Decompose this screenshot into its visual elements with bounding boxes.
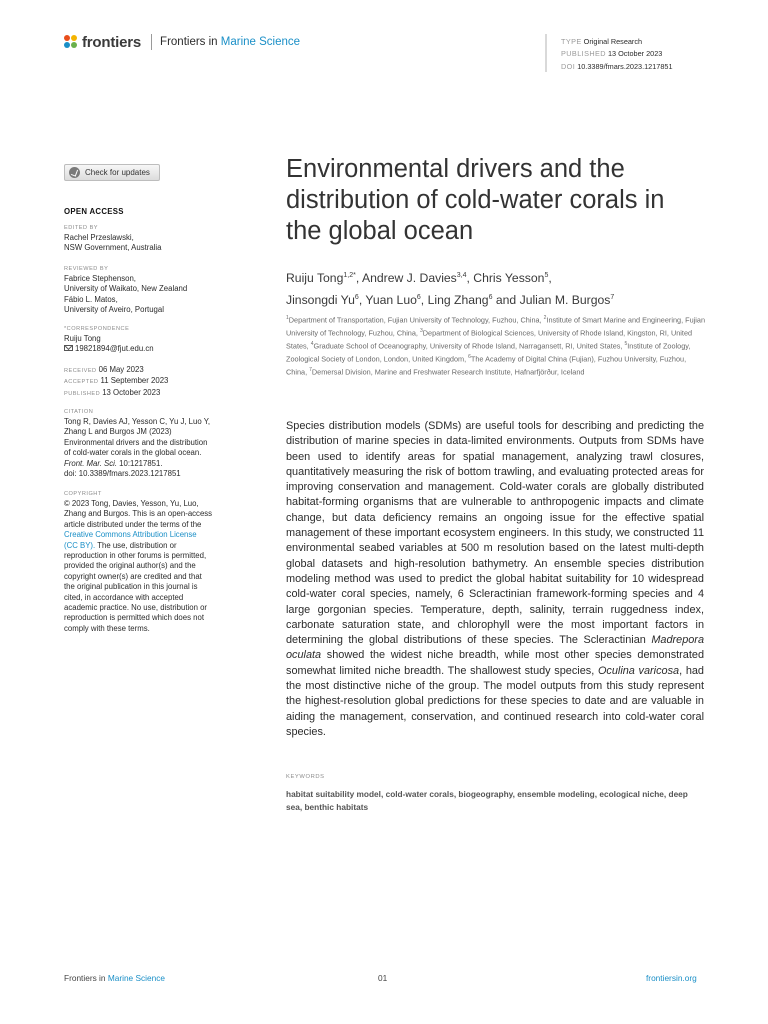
affiliation: Department of Biological Sciences, University of Rhode Island, Kingston, RI, United States,: [286, 328, 693, 351]
author-sup: 6: [416, 294, 421, 302]
copyright-line: article distributed under the terms of the: [64, 519, 202, 529]
open-access-label: OPEN ACCESS: [64, 207, 124, 216]
author-sep: ,: [420, 293, 428, 308]
species-name: Madrepora oculata: [286, 634, 704, 662]
reviewer-name: Fábio L. Matos,: [64, 294, 118, 304]
copyright-line: copyright owner(s) are credited and that: [64, 571, 202, 581]
copyright-line: provided the original author(s) and the: [64, 561, 196, 571]
author-name: Jinsongdi Yu: [286, 293, 355, 308]
affil-sup: 7: [309, 367, 312, 374]
author[interactable]: [286, 293, 359, 307]
species-name: Oculina varicosa: [597, 664, 680, 677]
journal-prefix: Frontiers in: [160, 36, 221, 48]
journal-title-accent: Marine Science: [220, 36, 301, 48]
copyright-line: cited, in accordance with accepted: [64, 592, 184, 602]
author[interactable]: [362, 271, 467, 285]
reviewed-by-block: [64, 265, 244, 316]
author-sup: 1,2*: [343, 272, 356, 279]
check-icon: [69, 167, 80, 178]
copyright-line: Zhang and Burgos. This is an open-access: [64, 509, 213, 519]
reviewed-by-label: REVIEWED BY: [64, 266, 109, 272]
published-value: 13 October 2023: [607, 49, 663, 59]
abstract-text: Species distribution models (SDMs) are useful tools for describing and predicting the distribution of marine species in data-limited environments. Outputs from SDMs have been used to identify areas for spatial management, analyzing trawl closures, quantitatively measuring the risk of bottom trawling, and evaluating protected areas for improving conservation and management. Cold-water corals are globally distributed habitat-forming organisms that are vulnerable to anthropogenic impacts and climate change, but data deficiency remains an ongoing issue for the effective spatial management of these important ecosystem engineers. In this study, we constructed 11 environmental seabed variables at 500 m resolution based on the latest multi-depth global datasets and high-resolution bathymetry. An ensemble species distribution modeling method was used to predict the global habitat suitability for 10 widespread cold-water coral species, namely, 6 Scleractinian framework-forming species and 4 large gorgonian species. Temperature, depth, salinity, terrain ruggedness index, carbonate saturation state, and chlorophyll were the most important factors in determining the global distributions of these species. The Scleractinian: [286, 420, 704, 647]
affiliation: Institute of Zoology, Zoological Society of London, London, United Kingdom,: [286, 341, 691, 364]
mail-icon: [64, 345, 73, 351]
author-sup: 6: [488, 294, 493, 302]
check-for-updates-button[interactable]: [64, 164, 160, 181]
footer-journal-accent: Marine Science: [107, 973, 165, 983]
affiliation: Demersal Division, Marine and Freshwater Research Institute, Hafnarfjörður, Iceland: [311, 367, 585, 377]
citation-doi[interactable]: doi: 10.3389/fmars.2023.1217851: [64, 469, 181, 479]
citation-block: [64, 408, 244, 479]
author-name: Julian M. Burgos: [519, 293, 611, 308]
affil-sup: 6: [468, 354, 471, 361]
author-sup: 3,4: [456, 272, 467, 279]
copyright-line: reproduction is permitted which does not: [64, 613, 204, 623]
author[interactable]: [428, 293, 493, 307]
copyright-line: the original publication in this journal is: [64, 582, 198, 592]
article-title: Environmental drivers and the distribution of cold-water corals in the global ocean: [286, 155, 665, 245]
type-label: TYPE: [561, 37, 582, 46]
citation-line: Zhang L and Burgos JM (2023): [64, 427, 172, 437]
citation-line: Tong R, Davies AJ, Yesson C, Yu J, Luo Y,: [64, 417, 211, 426]
author-sup: 7: [610, 294, 615, 302]
received-label: RECEIVED: [64, 368, 97, 374]
abstract-text: showed the widest niche breadth, while most other species demonstrated somewhat limited niche breadth. The shallowest study species,: [286, 649, 704, 677]
correspondence-label: *CORRESPONDENCE: [64, 326, 130, 332]
affil-sup: 5: [624, 341, 628, 348]
journal-name[interactable]: [160, 36, 300, 48]
published-label: PUBLISHED: [64, 390, 101, 397]
author-sup: 6: [354, 294, 359, 302]
reviewer-name: Fabrice Stephenson,: [64, 274, 136, 283]
doi-label: DOI: [561, 61, 576, 71]
citation-journal: Front. Mar. Sci.: [64, 458, 117, 468]
license-link[interactable]: Creative Commons Attribution License: [64, 530, 197, 540]
edited-by-block: [64, 224, 244, 254]
affiliations: [286, 313, 708, 378]
copyright-line: comply with these terms.: [64, 623, 150, 633]
author-sep: ,: [355, 271, 362, 286]
reviewer-affiliation: University of Aveiro, Portugal: [64, 305, 164, 315]
author-list: [286, 266, 706, 310]
copyright-block: [64, 490, 244, 634]
accepted-value: 11 September 2023: [100, 376, 169, 386]
published-label: PUBLISHED: [561, 49, 606, 59]
keywords-label: KEYWORDS: [286, 774, 325, 780]
author-name: Yuan Luo: [365, 293, 417, 308]
citation-line: of cold-water corals in the global ocean.: [64, 448, 202, 458]
affiliation: The Academy of Digital China (Fujian), Fuzhou University, Fuzhou, China,: [286, 354, 687, 377]
affil-sup: 4: [310, 341, 314, 348]
author[interactable]: [365, 293, 420, 307]
author-name: Ling Zhang: [427, 293, 489, 308]
type-value: Original Research: [583, 37, 643, 46]
affiliation: Department of Transportation, Fujian University of Technology, Fuzhou, China,: [288, 315, 544, 325]
correspondence-block: [64, 325, 244, 355]
dates-block: [64, 365, 244, 399]
affiliation: Institute of Smart Marine and Engineering, Fujian University of Technology, Fuzhou, China,: [286, 315, 706, 338]
author[interactable]: [520, 293, 615, 307]
license-link-cc-by[interactable]: (CC BY).: [64, 540, 96, 550]
logo-wordmark: frontiers: [82, 33, 142, 51]
footer-journal-prefix: Frontiers in: [64, 973, 108, 983]
author-name: Chris Yesson: [473, 271, 545, 286]
editor-affiliation: NSW Government, Australia: [64, 243, 162, 253]
copyright-line: © 2023 Tong, Davies, Yesson, Yu, Luo,: [64, 499, 199, 508]
check-updates-label: Check for updates: [85, 168, 150, 177]
author-sep: and: [492, 293, 520, 308]
author[interactable]: [286, 271, 356, 285]
article-meta: [561, 36, 673, 73]
editor-name: Rachel Przeslawski,: [64, 233, 134, 242]
citation-volume: 10:1217851.: [117, 458, 163, 468]
correspondence-name: Ruiju Tong: [64, 334, 101, 343]
author[interactable]: [473, 271, 548, 285]
author-sup: 5: [544, 272, 549, 279]
page-number: 01: [378, 973, 388, 983]
correspondence-email[interactable]: 19821894@fjut.edu.cn: [75, 344, 154, 354]
citation-label: CITATION: [64, 409, 94, 415]
abstract: [286, 419, 704, 740]
affiliation: Graduate School of Oceanography, University of Rhode Island, Narragansett, RI, United States,: [313, 341, 625, 351]
edited-by-label: EDITED BY: [64, 225, 99, 231]
footer-journal[interactable]: [64, 973, 165, 983]
author-name: Ruiju Tong: [286, 271, 344, 286]
author-sep: ,: [358, 293, 366, 308]
author-name: Andrew J. Davies: [361, 271, 457, 286]
meta-divider: [545, 34, 547, 72]
affil-sup: 1: [286, 315, 289, 321]
copyright-label: COPYRIGHT: [64, 491, 102, 497]
frontiers-logo-icon: [64, 35, 78, 49]
copyright-line: reproduction in other forums is permitted,: [64, 551, 207, 561]
footer-site-link[interactable]: frontiersin.org: [646, 973, 697, 983]
author-sep: ,: [548, 271, 552, 286]
accepted-label: ACCEPTED: [64, 379, 99, 386]
affil-sup: 2: [543, 315, 547, 321]
author-sep: ,: [466, 271, 474, 286]
doi-link[interactable]: 10.3389/fmars.2023.1217851: [577, 61, 673, 71]
copyright-line: The use, distribution or: [95, 540, 177, 550]
citation-line: Environmental drivers and the distribution: [64, 437, 208, 447]
frontiers-logo[interactable]: [64, 33, 300, 51]
received-value: 06 May 2023: [98, 365, 144, 374]
keywords: habitat suitability model, cold-water corals, biogeography, ensemble modeling, ecological niche, deep sea, benthic habitats: [286, 789, 688, 812]
abstract-text: , had the most distinctive niche of the group. The model outputs from this study represent the highest-resolution global predictions for these species to date and are valuable in aiding the management, conservation, and continued research into cold-water coral species.: [286, 664, 704, 738]
copyright-line: academic practice. No use, distribution or: [64, 603, 208, 613]
affil-sup: 3: [419, 328, 423, 335]
published-value: 13 October 2023: [102, 387, 161, 397]
reviewer-affiliation: University of Waikato, New Zealand: [64, 284, 188, 294]
logo-divider: [151, 34, 152, 50]
